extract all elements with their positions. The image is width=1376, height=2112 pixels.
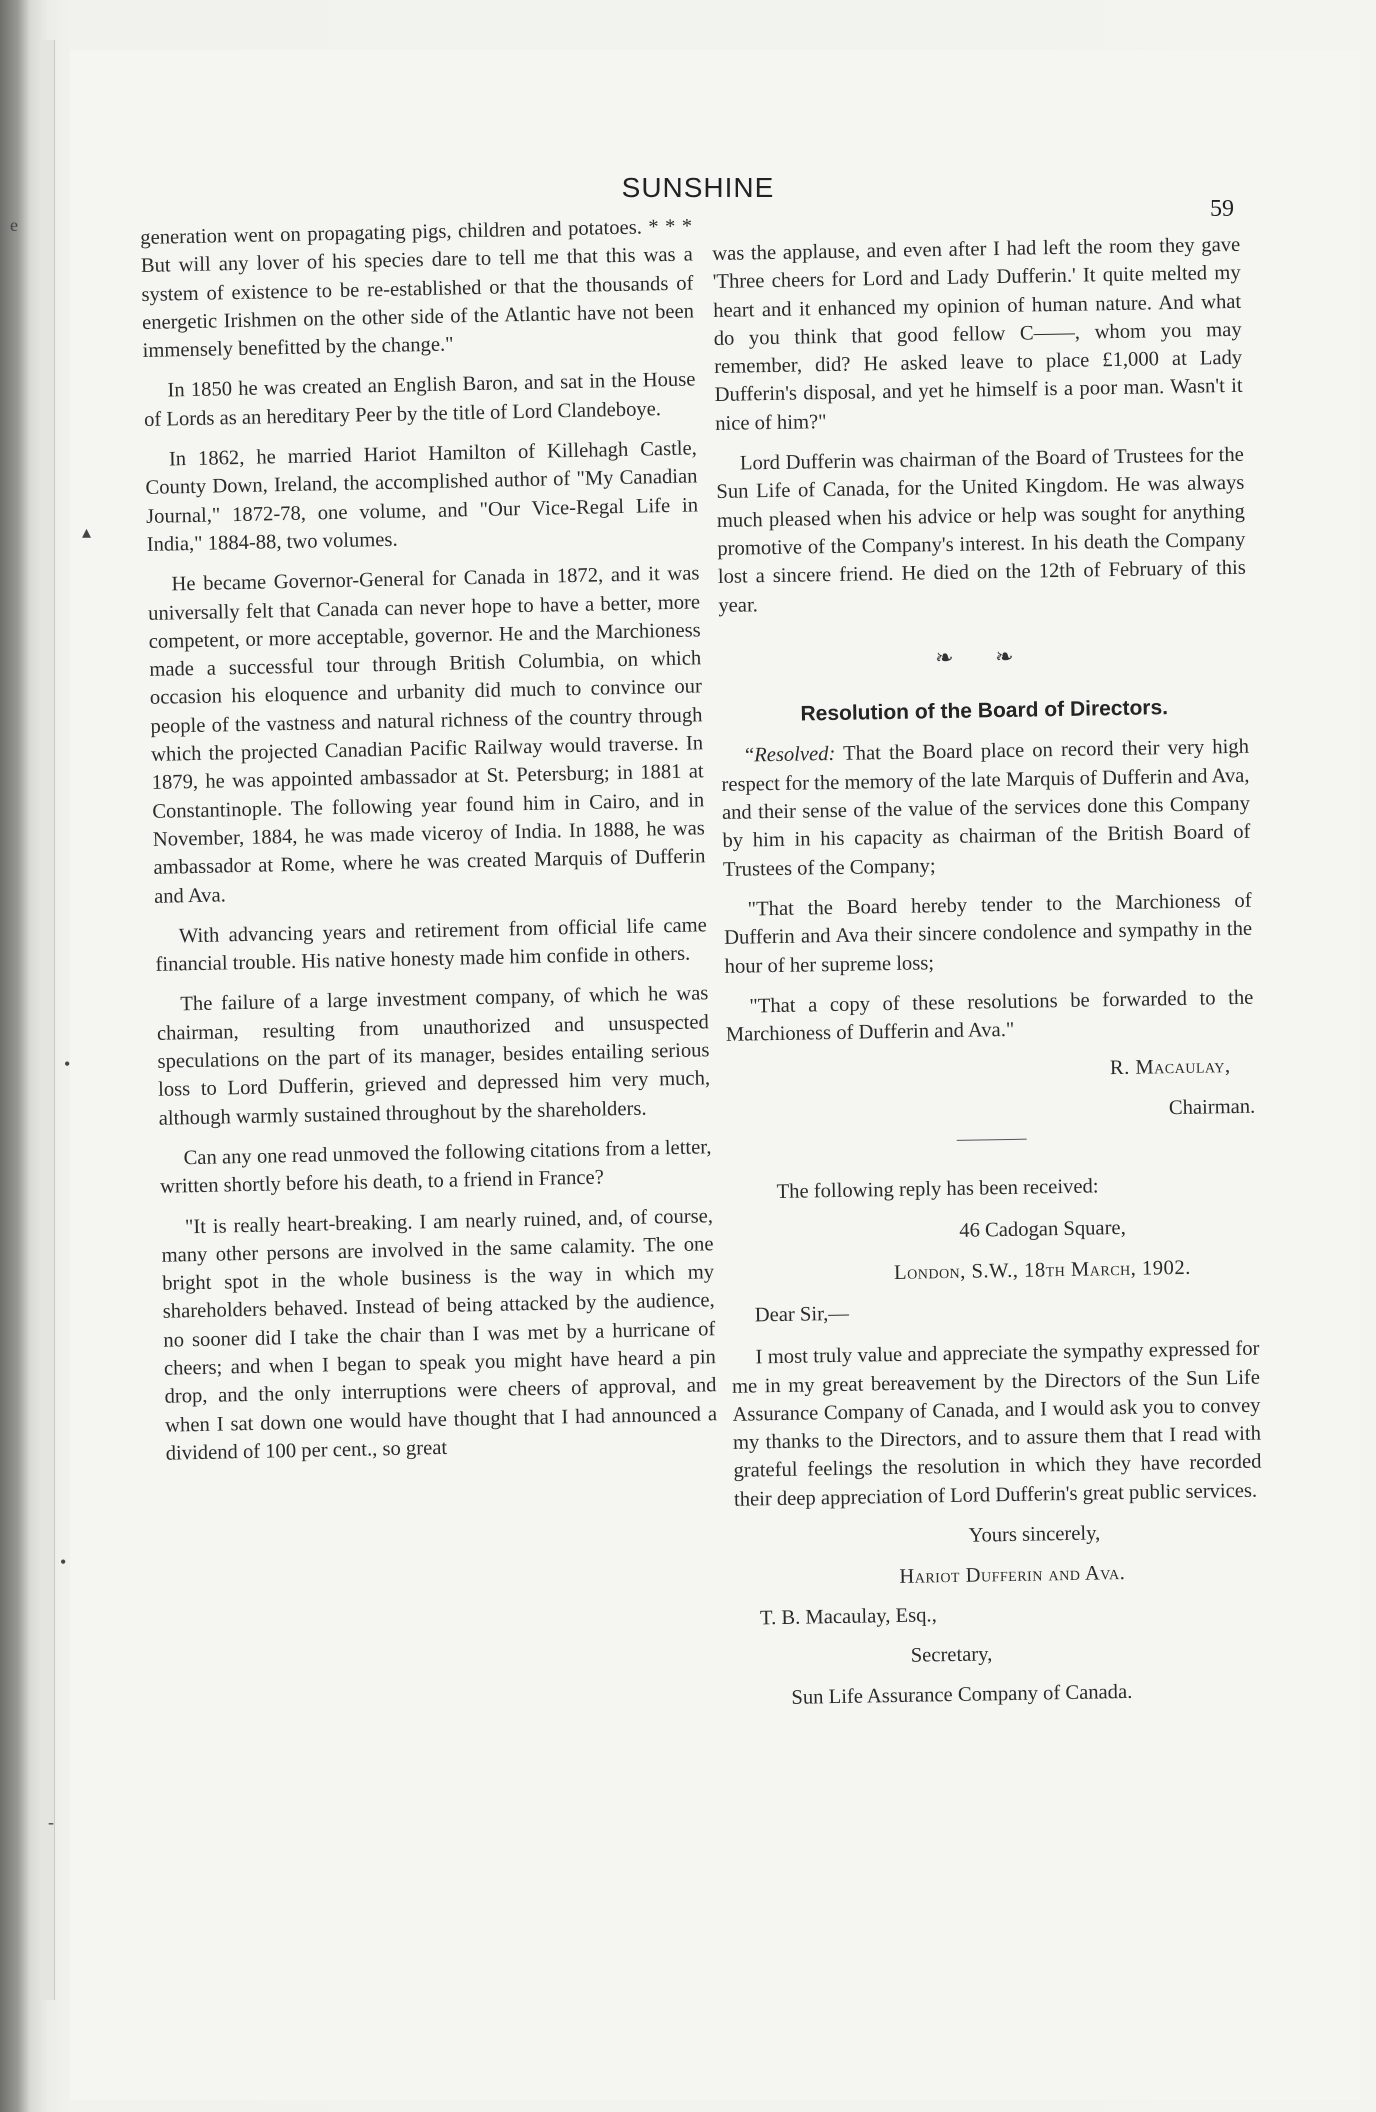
paragraph: The failure of a large investment company, of which he was chairman, resulting from unauthorized and unsuspected speculations on the part of its manager, besides entailing serious loss to Lord Dufferin, grieved and depressed him very much, although warmly sustained throughout by the shareholders. [156,982,711,1130]
resolution-paragraph: "That a copy of these resolutions be forwarded to the Marchioness of Dufferin and Ava." [725,986,1254,1047]
paragraph: Can any one read unmoved the following citations from a letter, written shortly before his death, to a friend in France? [159,1136,712,1198]
recipient-company: Sun Life Assurance Company of Canada. [791,1681,1133,1710]
signatory-name: R. Macaulay, [1109,1055,1231,1080]
paragraph: generation went on propagating pigs, children and potatoes. * * * But will any lover of his species dare to tell me that this was a system of existence to be re-established or that the thousands of energetic Irishmen on the other side of the Atlantic have not been immensely benefitted by the change." [140,215,695,363]
margin-speck: e [10,215,18,235]
paragraph: "It is really heart-breaking. I am nearly ruined, and, of course, many other persons are involved in the same calamity. The one bright spot in the whole business is the way in which my shareholders behaved. Instead of being attacked by the audience, no sooner did I take the chair than I was met by a hurricane of cheers; and when I began to speak you might have heard a pin drop, and the only interruptions were cheers of approval, and when I sat down one would have thought that I had announced a dividend of 100 per cent., so great [161,1204,718,1465]
margin-speck: • [64,1054,71,1074]
resolution-paragraph: “Resolved: That the Board place on record their very high respect for the memory of the late Marquis of Dufferin and Ava, and their sense of the value of the services done this Company by him in his capacity as chairman of the British Board of Trustees of the Company; [721,736,1251,881]
paragraph: In 1850 he was created an English Baron, and sat in the House of Lords as an hereditary Peer by the title of Lord Clandeboye. [143,368,696,431]
closing-signature: Hariot Dufferin and Ava. [899,1562,1126,1589]
resolved-word: Resolved: [753,743,836,767]
closing: Yours sincerely, [968,1522,1101,1547]
recipient-title: Secretary, [910,1643,993,1667]
section-ornament: ❧ ❧ [934,643,1032,671]
running-head-title: SUNSHINE [621,172,775,203]
paragraph: In 1862, he married Hariot Hamilton of Killehagh Castle, County Down, Ireland, the accomplished author of "My Canadian Journal," 1872-78, one volume, and "Our Vice-Regal Life in India," 1884-88, two volumes. [145,437,699,556]
paragraph: Lord Dufferin was chairman of the Board of Trustees for the Sun Life of Canada, for the United Kingdom. He was always much pleased when his advice or help was sought for anything promotive of the Company's interest. In his death the Company lost a sincere friend. He died on the 12th of February of this year. [716,443,1246,617]
page-number: 59 [1210,196,1234,222]
resolution-paragraph: "That the Board hereby tender to the Marchioness of Dufferin and Ava their sincere condolence and sympathy in the hour of her supreme loss; [723,889,1253,978]
paragraph: He became Governor-General for Canada in 1872, and it was universally felt that Canada can never hope to have a better, more competent, or more acceptable, governor. He and the Marchioness made a successful tour through British Columbia, on which occasion his eloquence and urbanity did much to convince our people of the vastness and natural richness of the country through which the projected Canadian Pacific Railway would traverse. In 1879, he was appointed ambassador at St. Petersburg; in 1881 at Constantinople. The following year found him in Cairo, and in November, 1884, he was made viceroy of India. In 1888, he was ambassador at Rome, where he was created Marquis of Dufferin and Ava. [147,562,706,908]
recipient-name: T. B. Macaulay, Esq., [759,1603,937,1629]
margin-speck: ▴ [82,522,92,542]
address-street: 46 Cadogan Square, [959,1217,1126,1243]
paragraph: was the applause, and even after I had left the room they gave 'Three cheers for Lord and Lady Dufferin.' It quite melted my heart and it enhanced my opinion of human nature. And what do you think that good fellow C——, whom you may remember, did? He asked leave to place £1,000 at Lady Dufferin's disposal, and yet he himself is a poor man. Wasn't it nice of him?" [712,233,1243,435]
margin-speck: - [48,1812,54,1832]
left-column [140,212,718,1479]
right-column [712,231,1266,1725]
resolution-text: That the Board place on record their very high respect for the memory of the late Marquis of Dufferin and Ava, and their sense of the value of the services done this Company by him in his capacity as chairman of the British Board of Trustees of the Company; [721,736,1251,881]
section-heading: Resolution of the Board of Directors. [800,696,1169,726]
salutation: Dear Sir,— [754,1302,850,1327]
address-city-date: London, S.W., 18th March, 1902. [893,1256,1191,1284]
signatory-title: Chairman. [1168,1095,1256,1119]
paragraph: With advancing years and retirement from official life came financial trouble. His native honesty made him confide in others. [155,914,708,976]
book-spine-edge [40,40,55,2000]
reply-body: I most truly value and appreciate the sympathy expressed for me in my great bereavement by the Directors of the Sun Life Assurance Company of Canada, and I would ask you to convey my thanks to the Directors, and to assure them that I read with grateful feelings the resolution in which they have recorded their deep appreciation of Lord Dufferin's great public services. [731,1337,1262,1511]
reply-intro: The following reply has been received: [776,1175,1099,1204]
divider-rule [957,1139,1027,1141]
margin-speck: • [60,1552,67,1572]
